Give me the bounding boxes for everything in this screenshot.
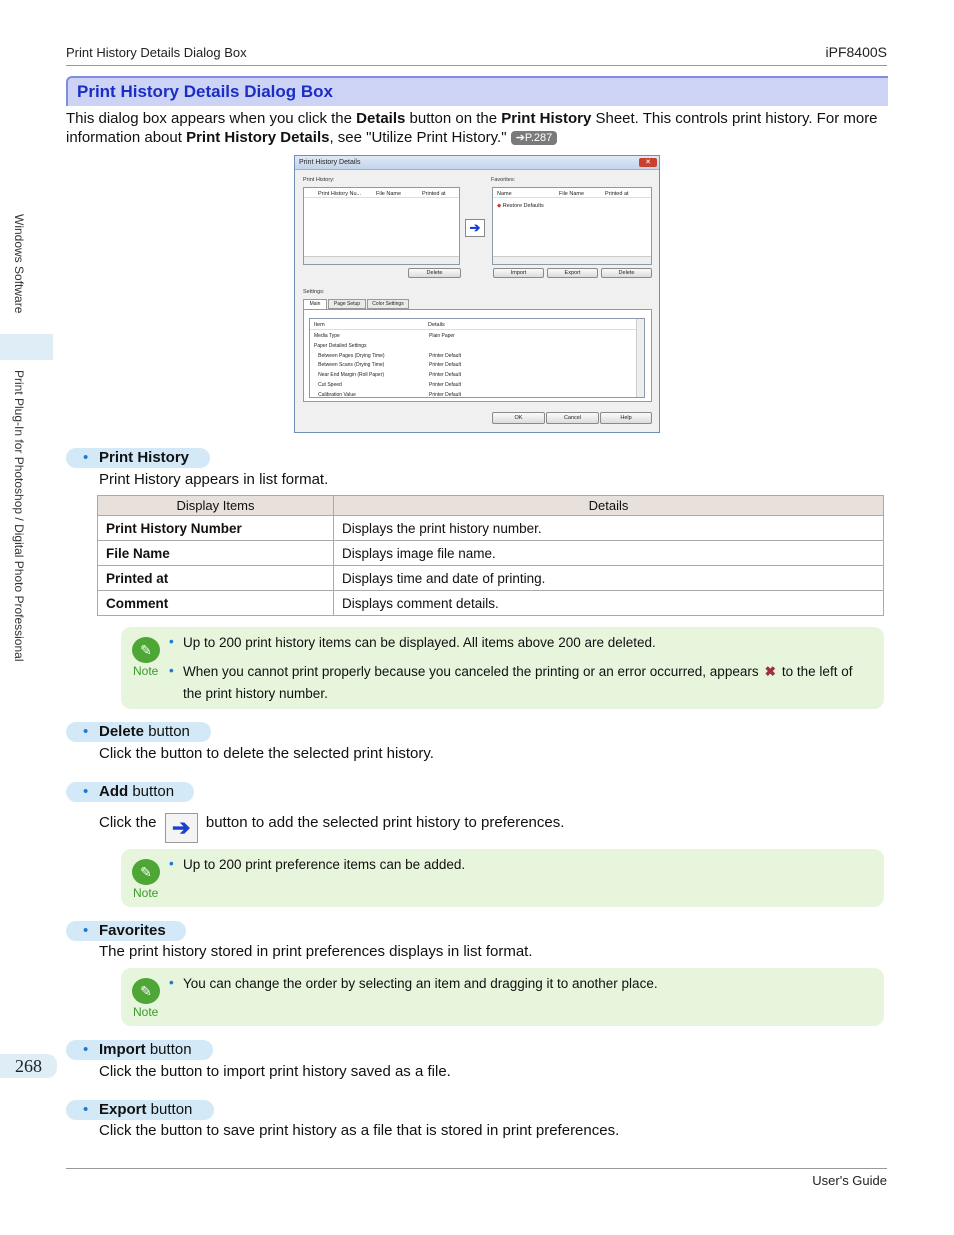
dialog-close-button[interactable]: ✕ [639, 158, 657, 167]
history-scrollbar[interactable] [304, 256, 459, 264]
print-history-list[interactable]: Print History Nu... File Name Printed at [303, 187, 460, 265]
note-box [121, 849, 884, 907]
tab-color-settings[interactable]: Color Settings [367, 299, 409, 309]
table-header-items: Display Items [98, 496, 334, 516]
intro-paragraph: This dialog box appears when you click the Details button on the Print History Sheet. This controls print history. For more information about Print History Details, see "Utilize Print History." ➔P.287 [66, 110, 878, 146]
page-title [66, 76, 888, 106]
print-history-desc: Print History appears in list format. [99, 471, 329, 488]
add-button[interactable]: ➔ [465, 219, 485, 237]
delete-heading: • Delete button [66, 722, 211, 742]
settings-row[interactable]: Calibration Value Printer Default [314, 391, 461, 398]
note-label: Note [133, 1005, 159, 1019]
dialog-import-button[interactable]: Import [493, 268, 544, 278]
settings-list[interactable]: Item Details Media Type Plain Paper Paper Detailed Settings Between Pages (Drying Time) Printer Default Between Scans (Drying Time) Printer Default Near End Margin (Roll Paper) Printer Default Cut Speed Printer Default Calibration Value Printer Default [309, 318, 645, 398]
note-box [121, 627, 884, 709]
export-heading: • Export button [66, 1100, 214, 1120]
table-row: File Name Displays image file name. [98, 541, 884, 566]
settings-scrollbar[interactable] [636, 319, 644, 397]
import-desc: Click the button to import print history saved as a file. [99, 1063, 451, 1080]
restore-defaults-item[interactable]: ◆ Restore Defaults [497, 203, 544, 209]
table-row: Comment Displays comment details. [98, 591, 884, 616]
note-icon: ✎ [132, 637, 160, 663]
settings-row[interactable]: Cut Speed Printer Default [314, 382, 461, 388]
page-ref-link[interactable]: ➔P.287 [511, 131, 558, 145]
favorites-list[interactable]: Name File Name Printed at ◆ Restore Defaults [492, 187, 652, 265]
cancel-x-icon: ✖ [764, 664, 776, 679]
side-section-label: Print Plug-In for Photoshop / Digital Photo Professional [12, 370, 26, 662]
add-arrow-icon: ➔ [165, 813, 198, 843]
dialog-ok-button[interactable]: OK [492, 412, 545, 424]
dialog-cancel-button[interactable]: Cancel [546, 412, 599, 424]
dialog-help-button[interactable]: Help [600, 412, 652, 424]
add-heading: • Add button [66, 782, 194, 802]
note-box [121, 968, 884, 1026]
tab-main[interactable]: Main [303, 299, 327, 309]
table-row: Printed at Displays time and date of printing. [98, 566, 884, 591]
note-item: • When you cannot print properly because you canceled the printing or an error occurred, appears ✖ to the left of the print history number. [169, 661, 864, 705]
favorites-heading: • Favorites [66, 921, 186, 941]
header-rule [66, 65, 887, 66]
footer-guide: User's Guide [812, 1173, 887, 1188]
dialog-delete2-button[interactable]: Delete [601, 268, 652, 278]
export-desc: Click the button to save print history as a file that is stored in print preferences. [99, 1122, 620, 1139]
note-icon: ✎ [132, 859, 160, 885]
settings-row[interactable]: Paper Detailed Settings [314, 342, 367, 349]
favorites-desc: The print history stored in print preferences displays in list format. [99, 943, 533, 960]
side-chapter-label: Windows Software [12, 214, 26, 314]
note-label: Note [133, 664, 159, 678]
note-item: • Up to 200 print preference items can be added. [169, 854, 864, 876]
add-desc: Click the ➔ button to add the selected print history to preferences. [99, 813, 564, 843]
settings-row[interactable]: Media Type Plain Paper [314, 333, 455, 339]
dialog-delete-button[interactable]: Delete [408, 268, 461, 278]
note-label: Note [133, 886, 159, 900]
page-title-text: Print History Details Dialog Box [77, 82, 333, 101]
note-item: • You can change the order by selecting an item and dragging it to another place. [169, 973, 864, 995]
page-number: 268 [0, 1054, 57, 1078]
note-icon: ✎ [132, 978, 160, 1004]
settings-row[interactable]: Between Scans (Drying Time) Printer Default [314, 362, 461, 369]
dialog-title: Print History Details [299, 159, 361, 166]
dialog-screenshot [294, 155, 660, 433]
table-row: Print History Number Displays the print history number. [98, 516, 884, 541]
print-history-label: Print History: [303, 177, 335, 183]
print-history-heading: • Print History [66, 448, 210, 468]
favorites-scrollbar[interactable] [493, 256, 651, 264]
table-header-details: Details [334, 496, 884, 516]
running-header-model: iPF8400S [825, 44, 887, 60]
dialog-titlebar [295, 156, 659, 170]
footer-rule [66, 1168, 887, 1169]
favorites-label: Favorites: [491, 177, 516, 183]
display-items-table [97, 495, 884, 616]
settings-panel [303, 309, 652, 402]
settings-row[interactable]: Between Pages (Drying Time) Printer Default [314, 352, 461, 359]
import-heading: • Import button [66, 1040, 213, 1060]
running-header-left: Print History Details Dialog Box [66, 45, 247, 60]
settings-row[interactable]: Near End Margin (Roll Paper) Printer Default [314, 372, 461, 379]
delete-desc: Click the button to delete the selected print history. [99, 745, 434, 762]
dialog-export-button[interactable]: Export [547, 268, 598, 278]
side-tab-highlight [0, 334, 53, 360]
tab-page-setup[interactable]: Page Setup [328, 299, 366, 309]
note-item: • Up to 200 print history items can be displayed. All items above 200 are deleted. [169, 632, 864, 654]
settings-label: Settings: [303, 289, 325, 295]
